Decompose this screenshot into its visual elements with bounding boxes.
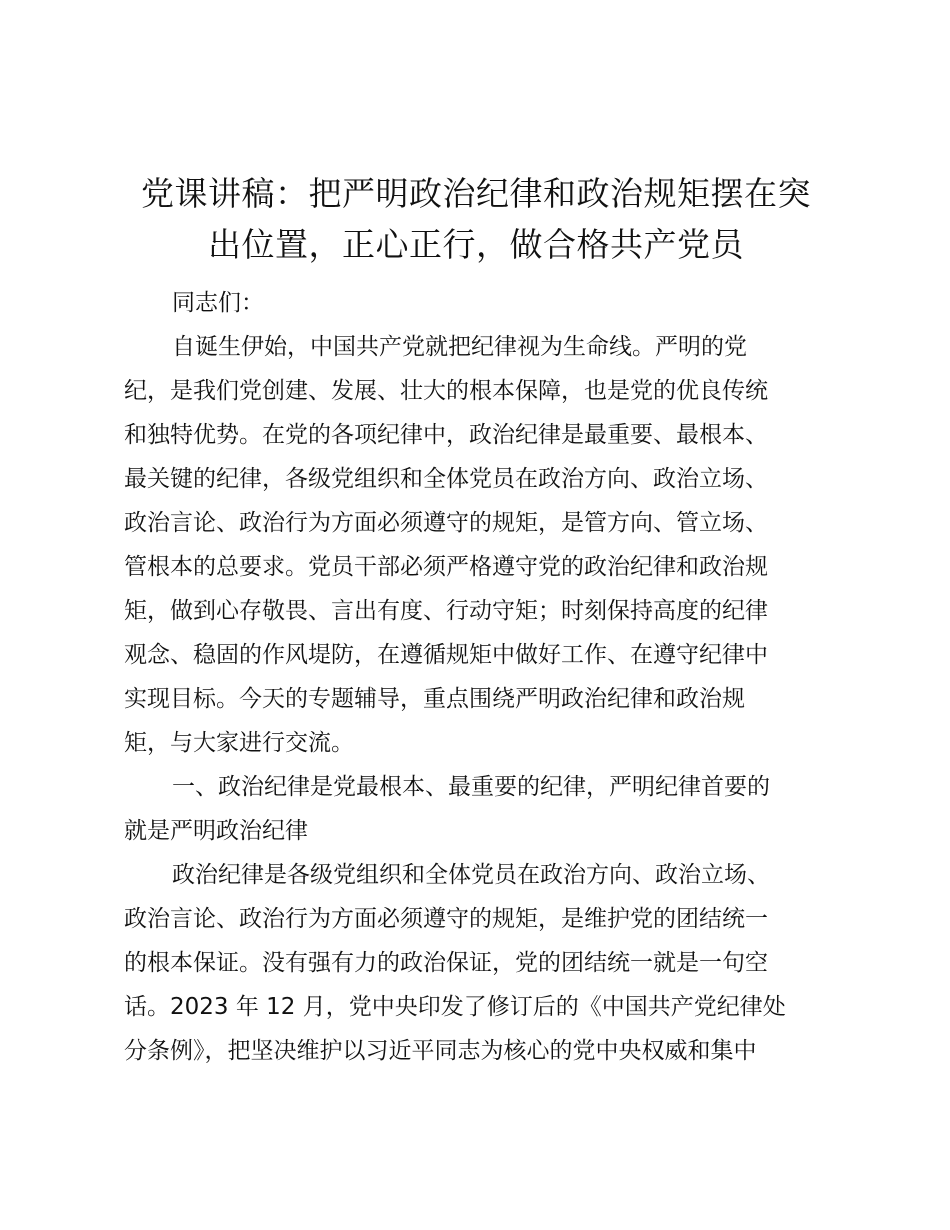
paragraph-line: 观念、稳固的作风堤防，在遵循规矩中做好工作、在遵守纪律中 [124,642,768,668]
document-body [124,281,834,1073]
paragraph-line: 话。2023 年 12 月，党中央印发了修订后的《中国共产党纪律处 [124,994,786,1020]
paragraph-line: 的根本保证。没有强有力的政治保证，党的团结统一就是一句空 [124,950,768,976]
paragraph-line: 分条例》，把坚决维护以习近平同志为核心的党中央权威和集中 [124,1038,757,1064]
title-line-1: 党课讲稿：把严明政治纪律和政治规矩摆在突 [141,174,811,213]
paragraph-line: 纪，是我们党创建、发展、壮大的根本保障，也是党的优良传统 [124,378,768,404]
document-title [120,168,832,270]
paragraph-line: 政治言论、政治行为方面必须遵守的规矩，是管方向、管立场、 [124,510,768,536]
paragraph-line: 自诞生伊始，中国共产党就把纪律视为生命线。严明的党 [172,334,747,360]
paragraph-line: 管根本的总要求。党员干部必须严格遵守党的政治纪律和政治规 [124,554,768,580]
paragraph-line: 矩，与大家进行交流。 [124,730,354,756]
salutation: 同志们： [172,290,264,316]
paragraph-line: 最关键的纪律，各级党组织和全体党员在政治方向、政治立场、 [124,466,768,492]
section-heading-line: 一、政治纪律是党最根本、最重要的纪律，严明纪律首要的 [172,774,770,800]
paragraph-line: 政治纪律是各级党组织和全体党员在政治方向、政治立场、 [172,862,770,888]
paragraph-line: 政治言论、政治行为方面必须遵守的规矩，是维护党的团结统一 [124,906,768,932]
paragraph-line: 实现目标。今天的专题辅导，重点围绕严明政治纪律和政治规 [124,686,745,712]
section-heading-line: 就是严明政治纪律 [124,818,308,844]
title-line-2: 出位置，正心正行，做合格共产党员 [208,225,744,264]
paragraph-line: 和独特优势。在党的各项纪律中，政治纪律是最重要、最根本、 [124,422,768,448]
paragraph-line: 矩，做到心存敬畏、言出有度、行动守矩；时刻保持高度的纪律 [124,598,768,624]
